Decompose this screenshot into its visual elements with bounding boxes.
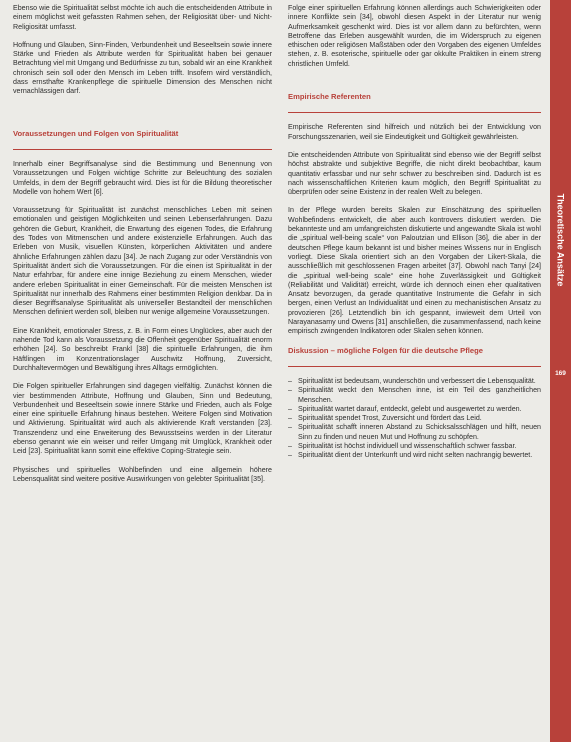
list-item [288, 405, 541, 414]
divider [13, 149, 272, 150]
list-item-text: Spiritualität dient der Unterkunft und wird nicht selten nachrangig bewertet. [298, 451, 533, 460]
dash-icon: – [288, 441, 292, 450]
list-item [288, 451, 541, 460]
page-number: 169 [555, 370, 566, 377]
bullet-list [288, 377, 541, 461]
list-item-text: Spiritualität ist bedeutsam, wunderschön und verbessert die Lebensqualität. [298, 376, 536, 385]
paragraph: Empirische Referenten sind hilfreich und nützlich bei der Entwicklung von Forschungsszenarien, weil sie Eindeutigkeit und Gültigkeit gewährleisten. [288, 123, 541, 141]
dash-icon: – [288, 376, 292, 385]
right-column [288, 4, 541, 461]
list-item-text: Spiritualität ist höchst individuell und wissenschaftlich schwer fassbar. [298, 441, 517, 450]
list-item [288, 377, 541, 386]
section-tab-label: Theoretische Ansätze [555, 193, 566, 287]
list-item [288, 442, 541, 451]
list-item-text: Spiritualität schafft inneren Abstand zu Schicksalsschlägen und hilft, neuen Sinn zu finden und neuen Mut und Hoffnung zu schöpfen. [298, 423, 541, 441]
list-item-text: Spiritualität weckt den Menschen inne, ist ein Teil des ganzheitlichen Menschen. [298, 386, 541, 404]
section-heading: Empirische Referenten [288, 92, 371, 102]
spacer [13, 106, 272, 129]
paragraph: Innerhalb einer Begriffsanalyse sind die Bestimmung und Benennung von Voraussetzungen und Folgen wichtige Schritte zur Beleuchtung des sozialen Umfelds, in dem der Begriff gebraucht wird. Dies ist für die Bildung theoretischer Modelle von hohem Wert [6]. [13, 159, 272, 196]
list-item-text: Spiritualität wartet darauf, entdeckt, gelebt und ausgewertet zu werden. [298, 404, 522, 413]
list-item [288, 414, 541, 423]
left-column [13, 4, 272, 493]
dash-icon: – [288, 386, 292, 395]
list-item [288, 386, 541, 405]
divider [288, 366, 541, 367]
dash-icon: – [288, 423, 292, 432]
list-item-text: Spiritualität spendet Trost, Zuversicht und fördert das Leid. [298, 414, 482, 423]
dash-icon: – [288, 414, 292, 423]
paragraph: Die entscheidenden Attribute von Spiritualität sind ebenso wie der Begriff selbst höchst abstrakte und subjektive Begriffe, die nicht direkt beobachtbar, kaum quantitativ erfassbar und nur sehr schwer zu beschreiben sind. Dadurch ist es nach wissenschaftlichen Kriterien kaum möglich, den Begriff Spiritualität zu überprüfen oder seine Existenz in der realen Welt zu belegen. [288, 150, 541, 197]
list-item [288, 423, 541, 442]
divider [288, 112, 541, 113]
paragraph: Ebenso wie die Spiritualität selbst möchte ich auch die entscheidenden Attribute in einem möglichst weit gefassten Rahmen sehen, der Religiosität über- und Nicht-Religiosität umfasst. [13, 4, 272, 31]
paragraph: Voraussetzung für Spiritualität ist zunächst menschliches Leben mit seinen emotionalen und geistigen Möglichkeiten und seinen Lebenserfahrungen. Dazu gehören die Geburt, Krankheit, die Erwartung des eigenen Todes, die Erfahrung des Todes von Mitmenschen und andere existenzielle Erfahrungen. Auch das Erleben von Musik, visuellen Künsten, körperlichen Aktivitäten und andere ähnliche Erfahrungen zählen dazu [34]. Je nach Zugang zur oder Verständnis von Spiritualität ändert sich die Voraussetzungen. Für die einen ist Spiritualität in der Natur erfahrbar, für andere eine innige Beziehung zu einem Menschen, wieder andere erleben Spiritualität in einer Gemeinschaft. Für die meisten Menschen ist Spiritualität nur innerhalb des Rahmens einer bestimmten Religion denkbar. Da in dieser Begriffsanalyse Spiritualität als universeller Bestandteil der menschlichen Menschen definiert werden soll, bleiben nur wenige allgemeine Voraussetzungen. [13, 206, 272, 317]
section-heading: Diskussion – mögliche Folgen für die deutsche Pflege [288, 345, 483, 355]
paragraph: Physisches und spirituelles Wohlbefinden und eine allgemein höhere Lebensqualität sind weitere positive Auswirkungen von gelebter Spiritualität [35]. [13, 465, 272, 483]
paragraph: Eine Krankheit, emotionaler Stress, z. B. in Form eines Unglückes, aber auch der nahende Tod kann als Voraussetzung die Offenheit gegenüber Spiritualität enorm erhöhen [24]. So beschreibt Frankl [38] die spirituelle Erfahrungen, die ihm Häftlingen im Konzentrationslager Auschwitz Hoffnung, Zuversicht, Durchhaltevermögen und Bewältigung ihres Alltags ermöglichten. [13, 326, 272, 372]
dash-icon: – [288, 404, 292, 413]
paragraph: Die Folgen spiritueller Erfahrungen sind dagegen vielfältig. Zunächst können die vier bestimmenden Attribute, Hoffnung und Glauben, Sinn und Bedeutung, Verbundenheit und Beseeltsein sowie innere Stärke und Frieden, auch als Folge einer eine spirituelle Erfahrung hinaus bestehen. Weitere Folgen sind Motivation und Aktivierung. Spiritualität wird auch als aktivierende Kraft verstanden [23]. Transzendenz und eine Erweiterung des Bewusstseins werden in der Literatur ebenso genannt wie ein weiser und reifer Umgang mit Umglück, Krankheit oder Leid [23]. Spiritualität kann somit eine effektive Coping-Strategie sein. [13, 382, 272, 456]
paragraph: Hoffnung und Glauben, Sinn-Finden, Verbundenheit und Beseeltsein sowie innere Stärke und Frieden als Attribute werden für Spiritualität haben bei genauer Betrachtung viel mit Umgang und Bedürfnisse zu tun, sobald wir an eine Krankheit chronisch sein soll oder den Mensch im Leben trifft. Insofern wird verständlich, dass ernsthafte Krankenpflege die spirituelle Dimension des Menschen nicht vernachlässigen darf. [13, 40, 272, 96]
section-tab [550, 180, 571, 300]
section-heading: Voraussetzungen und Folgen von Spiritualität [13, 128, 179, 138]
spacer [288, 78, 541, 92]
dash-icon: – [288, 451, 292, 460]
paragraph: In der Pflege wurden bereits Skalen zur Einschätzung des spirituellen Wohlbefindens entwickelt, die aber auch kontrovers diskutiert werden. Die bekannteste und am umfangreichsten diskutierte und angewandte Skala ist wohl die „spiritual well-being scale“ von Paloutzian und Ellison [36], die aber in der deutschen Pflege kaum bekannt ist und bisher meines Wissens nur in Englisch vorliegt. Diese Skala orientiert sich an den Vorgaben der Likert-Skala, die ausschließlich mit geschlossenen Fragen arbeitet [37]. Obwohl nach Tanyi [24] die „spiritual well-being scale“ eine hohe Zuverlässigkeit und Gültigkeit (Reliabilität und Validität) erreicht, würde ich dennoch einen eher qualitativen Ansatz bevorzugen, da gerade quantitative Instrumente die Gefahr in sich bergen, einen Verlust an Individualität und einen zu mechanistischen Ansatz zu provozieren [26]. Letztendlich bin ich gespannt, inwieweit dem Urteil von Narayanasamy und Owens [31] anschließen, die zusammenfassend, nach keine empirisch zwingenden Indikatoren oder Skalen sehen können. [288, 206, 541, 336]
paragraph: Folge einer spirituellen Erfahrung können allerdings auch Schwierigkeiten oder innere Konflikte sein [34], obwohl diesen Aspekt in der Literatur nur wenig Aufmerksamkeit geschenkt wird. Dies ist vor allem dann zu befürchten, wenn Betroffene das Erleben ausgewählt wurden, die im Widerspruch zu eigenen ethischen oder religiösen Maßstäben oder den Vorgaben des eigenen Umfeldes stehen, z. B. esoterische, spirituelle oder gar okkulte Praktiken in einem streng christlichen Umfeld. [288, 4, 541, 68]
